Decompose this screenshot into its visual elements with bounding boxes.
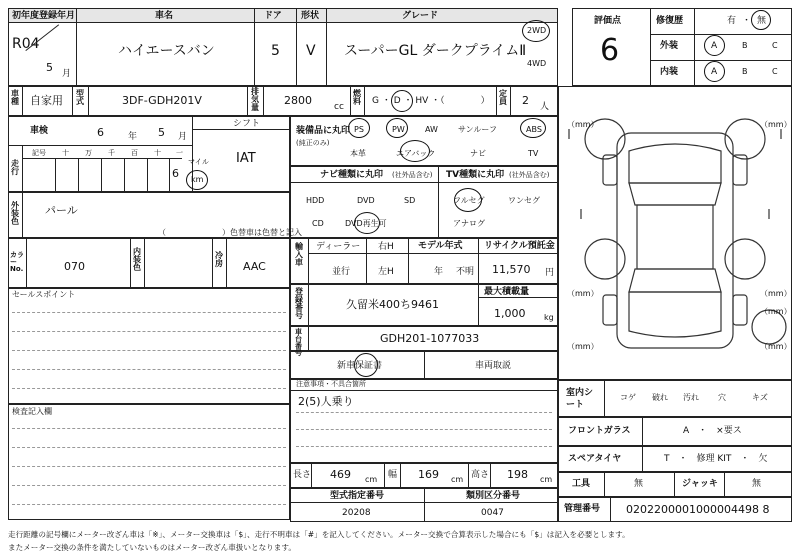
windshield-value: A ・ ×要ス bbox=[683, 426, 742, 436]
grade: スーパーGL ダークプライムⅡ bbox=[344, 43, 527, 59]
navi-note: (社外品含む) bbox=[392, 171, 433, 179]
ruled-line bbox=[12, 312, 286, 313]
car-name-label: 車名 bbox=[155, 11, 174, 21]
jack-value: 無 bbox=[752, 479, 762, 489]
equipment-item: PS bbox=[354, 125, 364, 134]
equipment-item: ABS bbox=[526, 125, 542, 134]
exterior-grade-b: B bbox=[742, 41, 748, 50]
tv-item: アナログ bbox=[453, 219, 485, 228]
exterior-a-circle bbox=[704, 35, 725, 56]
diagram-mm-mark: （mm） bbox=[567, 289, 599, 298]
usage-label: 車種 bbox=[11, 89, 19, 106]
reg-month: 5 bbox=[46, 61, 53, 74]
inspection-year: 6 bbox=[97, 126, 104, 139]
capacity: 2 bbox=[522, 94, 529, 107]
sales-point-block bbox=[8, 288, 290, 404]
interior-sheet-item: 汚れ bbox=[683, 393, 699, 402]
interior-a-circle bbox=[704, 61, 725, 82]
color-no-value: 070 bbox=[64, 260, 85, 273]
ruled-line bbox=[12, 485, 286, 486]
interior-color-label: 内装色 bbox=[133, 247, 141, 272]
navi-item: HDD bbox=[306, 196, 325, 205]
width-label: 幅 bbox=[388, 470, 398, 480]
reg-month-suffix: 月 bbox=[62, 69, 72, 79]
windshield-label: フロントガラス bbox=[568, 426, 631, 436]
height-value: 198 bbox=[507, 468, 528, 481]
model-year-label: モデル年式 bbox=[418, 241, 463, 251]
notes-label: 注意事項・不具合箇所 bbox=[296, 380, 366, 388]
tv-title: TV種類に丸印 bbox=[446, 170, 505, 180]
fuel-label: 燃料 bbox=[353, 89, 361, 106]
chassis-value: GDH201-1077033 bbox=[380, 332, 480, 345]
grade-label: グレード bbox=[402, 11, 439, 21]
class-no-label: 類別区分番号 bbox=[466, 491, 521, 501]
height-label: 高さ bbox=[471, 470, 490, 480]
equipment-note: (純正のみ) bbox=[296, 139, 330, 147]
tools-label: 工具 bbox=[572, 479, 591, 489]
tv-item: ワンセグ bbox=[508, 196, 540, 205]
diagram-mm-mark: （mm） bbox=[567, 342, 599, 351]
car-name: ハイエースバン bbox=[118, 43, 215, 59]
repair-label: 修復歴 bbox=[656, 16, 684, 26]
score: 6 bbox=[600, 33, 620, 68]
ruled-line bbox=[296, 412, 552, 413]
length-value: 469 bbox=[330, 468, 351, 481]
exterior-grade-a: A bbox=[711, 41, 718, 51]
ruled-line bbox=[12, 350, 286, 351]
ruled-line bbox=[296, 446, 552, 447]
registration-value: 久留米400ち9461 bbox=[346, 298, 439, 311]
mileage-col-header: 十 bbox=[154, 149, 161, 157]
inspection-label: 車検 bbox=[30, 126, 49, 136]
import-parallel: 並行 bbox=[332, 267, 351, 277]
interior-grade-b: B bbox=[742, 67, 748, 76]
shift-value: IAT bbox=[236, 151, 256, 166]
max-load-unit: kg bbox=[544, 313, 554, 322]
length-unit: cm bbox=[365, 475, 378, 484]
mgmt-value: 0202200001000004498 8 bbox=[626, 503, 770, 516]
model-year-unit: 年 bbox=[434, 267, 444, 277]
inspection-month-unit: 月 bbox=[178, 132, 188, 142]
header-label-row bbox=[8, 8, 558, 23]
cc-unit: cc bbox=[334, 102, 344, 112]
doors: 5 bbox=[271, 43, 280, 59]
mgmt-label: 管理番号 bbox=[564, 504, 601, 514]
inspection-month: 5 bbox=[158, 126, 165, 139]
drive-4wd: 4WD bbox=[527, 59, 547, 68]
ruled-line bbox=[296, 429, 552, 430]
mileage-col-divider bbox=[55, 158, 56, 192]
equipment-item: 本革 bbox=[350, 149, 366, 158]
capacity-label: 定員 bbox=[499, 89, 507, 106]
mileage-col-divider bbox=[169, 158, 170, 192]
shift-label: シフト bbox=[233, 119, 261, 129]
repair-no-circle bbox=[751, 10, 771, 30]
repair-no: 無 bbox=[757, 16, 767, 26]
ruled-line bbox=[12, 466, 286, 467]
interior-grade-a: A bbox=[711, 67, 718, 77]
import-left: 左H bbox=[378, 267, 394, 277]
drive-2wd: 2WD bbox=[527, 26, 547, 35]
navi-item: DVD再生可 bbox=[345, 219, 387, 228]
navi-item: SD bbox=[404, 196, 416, 205]
color-no-label: カラーNo. bbox=[10, 251, 24, 273]
import-label: 輸入車 bbox=[295, 242, 303, 267]
diagram-mm-mark: （mm） bbox=[760, 120, 792, 129]
exterior-grade-c: C bbox=[772, 41, 778, 50]
height-unit: cm bbox=[540, 475, 553, 484]
interior-sheet-item: 破れ bbox=[652, 393, 668, 402]
mileage-label: 走行 bbox=[11, 159, 19, 176]
repair-yes: 有 bbox=[727, 16, 737, 26]
interior-sheet-item: 穴 bbox=[718, 393, 726, 402]
fuel-diesel-circle bbox=[391, 90, 413, 112]
equipment-item: PW bbox=[392, 125, 405, 134]
diagram-mm-mark: （mm） bbox=[760, 342, 792, 351]
repair-dot: ・ bbox=[742, 16, 752, 26]
displacement: 2800 bbox=[284, 94, 312, 107]
mileage-value: 6 bbox=[172, 167, 179, 180]
navi-item: CD bbox=[312, 219, 324, 228]
recycle-value: 11,570 bbox=[492, 263, 531, 276]
mileage-unit-mile: マイル bbox=[188, 158, 209, 166]
aircon-value: AAC bbox=[243, 260, 266, 273]
sales-point-label: セールスポイント bbox=[12, 290, 76, 299]
footer-line2: またメーター交換の条件を満たしていないものはメーター改ざん車扱いとなります。 bbox=[8, 543, 296, 552]
equipment-item: AW bbox=[425, 125, 438, 134]
import-right: 右H bbox=[378, 242, 394, 252]
ruled-line bbox=[12, 388, 286, 389]
fuel-options: G ・ D ・ HV ・（ ） bbox=[372, 96, 490, 106]
score-label: 評価点 bbox=[594, 16, 622, 26]
ruled-line bbox=[12, 331, 286, 332]
model: 3DF-GDH201V bbox=[122, 94, 202, 107]
mileage-col-divider bbox=[147, 158, 148, 192]
diagram-mm-mark: （mm） bbox=[760, 289, 792, 298]
usage: 自家用 bbox=[30, 94, 63, 107]
spare-label: スペアタイヤ bbox=[568, 454, 622, 464]
navi-tv-circle bbox=[454, 188, 482, 212]
mileage-col-header: 百 bbox=[131, 149, 138, 157]
equipment-circle bbox=[400, 140, 430, 162]
color-label: 外装色 bbox=[11, 201, 19, 226]
recycle-label: リサイクル預託金 bbox=[484, 241, 555, 251]
mileage-col-header: 十 bbox=[62, 149, 69, 157]
warranty-circle bbox=[354, 353, 378, 377]
interior-grade-c: C bbox=[772, 67, 778, 76]
type-no-label: 型式指定番号 bbox=[330, 491, 385, 501]
equipment-circle bbox=[520, 118, 546, 138]
interior-sheet-item: キズ bbox=[752, 393, 768, 402]
reg-year-label: 初年度登録年月 bbox=[12, 11, 76, 21]
equipment-circle bbox=[386, 118, 408, 138]
ruled-line bbox=[12, 428, 286, 429]
equipment-item: TV bbox=[528, 149, 539, 158]
interior-sheet-label: 室内シート bbox=[566, 388, 594, 410]
diagram-mm-mark: （mm） bbox=[760, 307, 792, 316]
spare-value: T ・ 修理 KIT ・ 欠 bbox=[664, 454, 768, 464]
inspector-block bbox=[8, 404, 290, 520]
inspector-label: 検査記入欄 bbox=[12, 407, 52, 416]
notes-block bbox=[290, 379, 558, 463]
warranty-label: 新車保証書 bbox=[337, 361, 383, 371]
manual-label: 車両取説 bbox=[475, 361, 512, 371]
mileage-col-divider bbox=[124, 158, 125, 192]
equipment-item: エアバック bbox=[396, 149, 436, 158]
color-value: パール bbox=[45, 204, 78, 217]
equipment-circle bbox=[348, 118, 370, 138]
navi-item: DVD bbox=[357, 196, 375, 205]
equipment-item: ナビ bbox=[470, 149, 486, 158]
aircon-label: 冷房 bbox=[215, 251, 223, 268]
max-load-value: 1,000 bbox=[494, 307, 526, 320]
recycle-unit: 円 bbox=[545, 268, 555, 278]
car-diagram bbox=[559, 87, 791, 379]
type-no-value: 20208 bbox=[342, 508, 371, 518]
width-value: 169 bbox=[418, 468, 439, 481]
mileage-col-divider bbox=[78, 158, 79, 192]
registration-label: 登録番号 bbox=[295, 287, 303, 320]
width-unit: cm bbox=[451, 475, 464, 484]
model-label: 型式 bbox=[76, 89, 84, 106]
inspection-year-unit: 年 bbox=[128, 132, 138, 142]
equipment-item: サンルーフ bbox=[458, 125, 497, 134]
disp-label: 排気量 bbox=[251, 87, 259, 112]
ruled-line bbox=[12, 369, 286, 370]
shape: V bbox=[306, 43, 316, 59]
drive-2wd-circle bbox=[522, 20, 550, 42]
person-unit: 人 bbox=[540, 102, 550, 112]
color-note: （ ）色替車は色替と記入 bbox=[158, 228, 302, 237]
notes-text: 2(5)人乗り bbox=[298, 395, 354, 408]
class-no-value: 0047 bbox=[481, 508, 504, 518]
equipment-label: 装備品に丸印 bbox=[296, 126, 351, 136]
chassis-label: 車台番号 bbox=[295, 328, 302, 357]
ruled-line bbox=[12, 504, 286, 505]
mileage-col-header: 千 bbox=[108, 149, 115, 157]
jack-label: ジャッキ bbox=[682, 479, 718, 489]
door-label: ドア bbox=[264, 11, 282, 21]
mileage-col-header: 万 bbox=[85, 149, 92, 157]
shape-label: 形状 bbox=[301, 11, 320, 21]
max-load-label: 最大積載量 bbox=[484, 287, 530, 297]
mileage-unit-km: km bbox=[191, 175, 204, 184]
mileage-col-header: 一 bbox=[176, 149, 183, 157]
mileage-col-divider bbox=[101, 158, 102, 192]
ruled-line bbox=[12, 447, 286, 448]
reg-year: R04 bbox=[12, 36, 40, 52]
mileage-col-header: 記号 bbox=[32, 149, 46, 157]
model-year-value: 不明 bbox=[456, 267, 475, 277]
mileage-header-line bbox=[22, 158, 182, 159]
interior-label: 内装 bbox=[660, 67, 679, 77]
tv-note: (社外品含む) bbox=[509, 171, 550, 179]
exterior-label: 外装 bbox=[660, 41, 679, 51]
interior-sheet-item: コゲ bbox=[620, 393, 636, 402]
navi-tv-circle bbox=[354, 212, 380, 234]
tools-value: 無 bbox=[634, 479, 644, 489]
mileage-km-circle bbox=[186, 170, 208, 190]
import-dealer: ディーラー bbox=[316, 242, 361, 252]
length-label: 長さ bbox=[293, 470, 312, 480]
navi-title: ナビ種類に丸印 bbox=[320, 170, 384, 180]
footer-line1: 走行距離の記号欄にメーター改ざん車は「※」、メーター交換車は「$」、走行不明車は「#」を記入してください。メーター交換で合算表示した場合にも「$」は記入を必要とします。 bbox=[8, 530, 630, 539]
tv-item: フルセグ bbox=[453, 196, 485, 205]
diagram-mm-mark: （mm） bbox=[567, 120, 599, 129]
